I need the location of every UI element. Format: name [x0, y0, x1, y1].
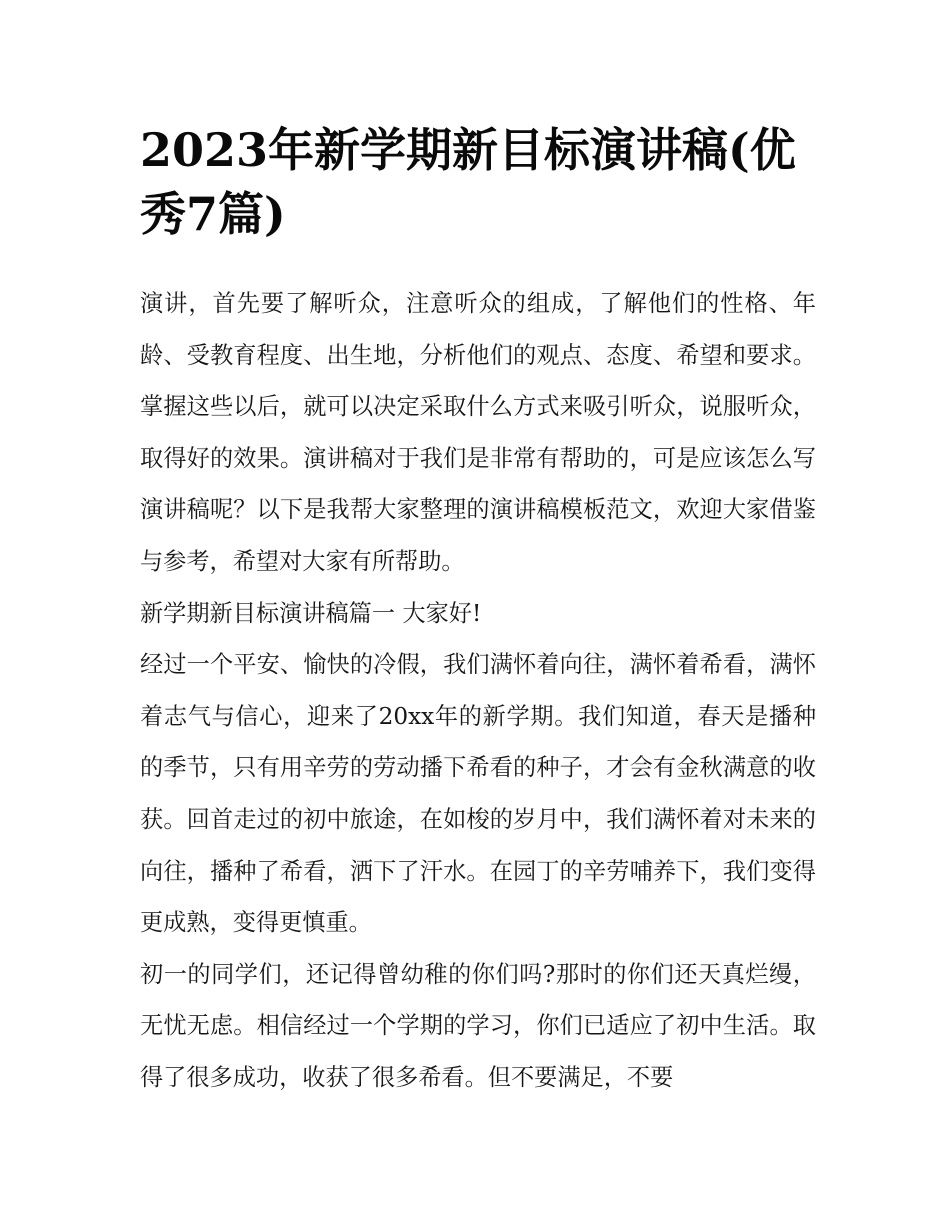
- document-body: [140, 278, 816, 1104]
- body-paragraph: 初一的同学们，还记得曾幼稚的你们吗?那时的你们还天真烂缦，无忧无虑。相信经过一个学期的学习，你们已适应了初中生活。取得了很多成功，收获了很多希看。但不要满足，不要: [140, 960, 816, 1091]
- document-title: 2023年新学期新目标演讲稿(优秀7篇): [140, 123, 796, 241]
- section-heading-paragraph: 新学期新目标演讲稿篇一 大家好!: [140, 599, 482, 627]
- intro-paragraph: 演讲，首先要了解听众，注意听众的组成，了解他们的性格、年龄、受教育程度、出生地，分析他们的观点、态度、希望和要求。掌握这些以后，就可以决定采取什么方式来吸引听众，说服听众，取得好的效果。演讲稿对于我们是非常有帮助的，可是应该怎么写演讲稿呢？以下是我帮大家整理的演讲稿模板范文，欢迎大家借鉴与参考，希望对大家有所帮助。: [140, 290, 816, 575]
- body-paragraph: 经过一个平安、愉快的冷假，我们满怀着向往，满怀着希看，满怀着志气与信心，迎来了20xx年的新学期。我们知道，春天是播种的季节，只有用辛劳的劳动播下希看的种子，才会有金秋满意的收获。回首走过的初中旅途，在如梭的岁月中，我们满怀着对未来的向往，播种了希看，洒下了汗水。在园丁的辛劳哺养下，我们变得更成熟，变得更慎重。: [140, 651, 816, 937]
